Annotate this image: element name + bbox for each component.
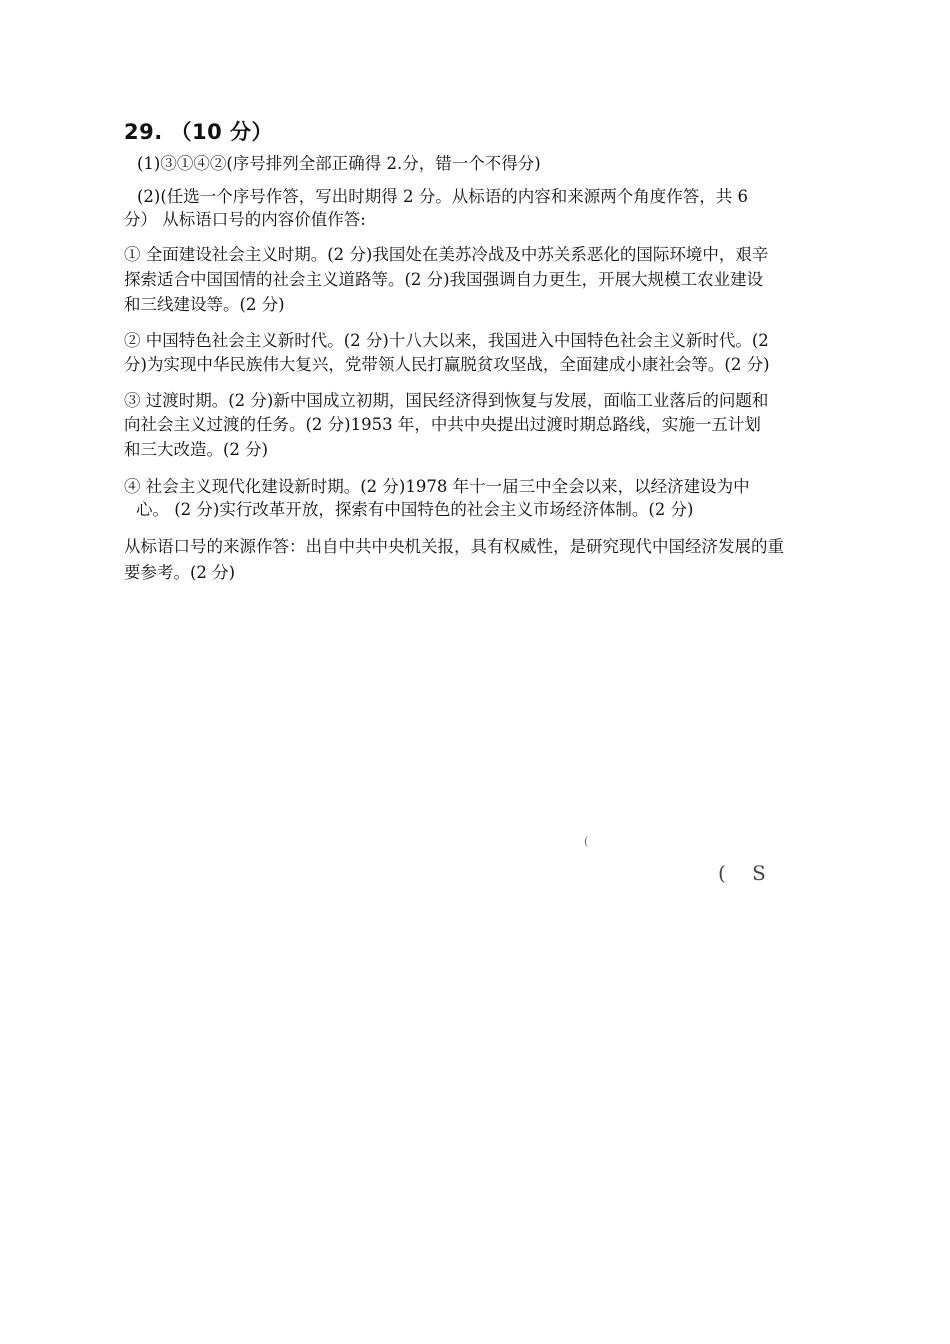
item-2-line-2: 分)为实现中华民族伟大复兴，党带领人民打赢脱贫攻坚战，全面建成小康社会等。(2 分) [124,355,770,374]
source-answer-line-2: 要参考。(2 分) [124,563,236,582]
item-1-line-1: ① 全面建设社会主义时期。(2 分)我国处在美苏冷战及中苏关系恶化的国际环境中，艰辛 [124,245,769,264]
item-1-line-3: 和三线建设等。(2 分) [124,295,285,314]
item-3-line-2: 向社会主义过渡的任务。(2 分)1953 年，中共中央提出过渡时期总路线，实施一五计划 [124,415,761,434]
stray-mark-large: ( S [718,861,776,885]
answer-line-1: (1)③①④②(序号排列全部正确得 2.分，错一个不得分) [137,154,541,173]
item-2-line-1: ② 中国特色社会主义新时代。(2 分)十八大以来，我国进入中国特色社会主义新时代。(2 [124,331,769,350]
answer-line-2: (2)(任选一个序号作答，写出时期得 2 分。从标语的内容和来源两个角度作答，共 6 [137,187,749,206]
item-4-line-2: 心。 (2 分)实行改革开放，探索有中国特色的社会主义市场经济体制。(2 分) [136,500,694,519]
item-3-line-1: ③ 过渡时期。(2 分)新中国成立初期，国民经济得到恢复与发展，面临工业落后的问题和 [124,391,769,410]
answer-line-3: 分） 从标语口号的内容价值作答: [124,210,366,229]
question-title: 29. （10 分） [124,120,274,144]
stray-mark-small: ( [584,835,589,848]
item-4-line-1: ④ 社会主义现代化建设新时期。(2 分)1978 年十一届三中全会以来，以经济建设为中 [124,477,750,496]
item-3-line-3: 和三大改造。(2 分) [124,440,269,459]
item-1-line-2: 探索适合中国国情的社会主义道路等。(2 分)我国强调自力更生，开展大规模工农业建设 [124,270,764,289]
source-answer-line-1: 从标语口号的来源作答：出自中共中央机关报，具有权威性，是研究现代中国经济发展的重 [124,537,784,556]
